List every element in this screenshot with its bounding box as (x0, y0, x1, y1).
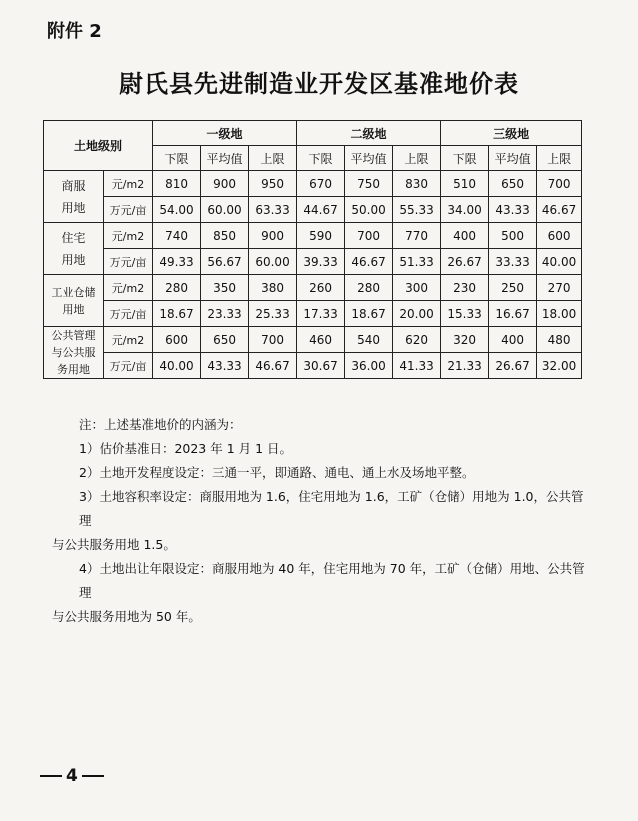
price-cell: 40.00 (537, 249, 582, 275)
subheader-upper: 上限 (393, 146, 441, 171)
corner-header: 土地级别 (44, 121, 153, 171)
price-cell: 280 (345, 275, 393, 301)
price-cell: 320 (441, 327, 489, 353)
land-category-line: 用地 (61, 252, 86, 267)
note-item: 4）土地出让年限设定：商服用地为 40 年，住宅用地为 70 年，工矿（仓储）用地、公共管理 (79, 561, 585, 600)
land-category-line: 工业仓储 (51, 285, 96, 299)
price-cell: 63.33 (249, 197, 297, 223)
price-cell: 18.67 (153, 301, 201, 327)
note-item-continuation: 与公共服务用地为 50 年。 (52, 609, 201, 624)
price-cell: 250 (489, 275, 537, 301)
price-cell: 18.67 (345, 301, 393, 327)
price-cell: 33.33 (489, 249, 537, 275)
unit-per-mu: 万元/亩 (104, 249, 153, 275)
table-row (44, 301, 582, 327)
price-cell: 380 (249, 275, 297, 301)
unit-per-m2: 元/m2 (104, 223, 153, 249)
table-row (44, 249, 582, 275)
price-cell: 44.67 (297, 197, 345, 223)
price-cell: 20.00 (393, 301, 441, 327)
price-cell: 26.67 (441, 249, 489, 275)
price-cell: 950 (249, 171, 297, 197)
subheader-average: 平均值 (345, 146, 393, 171)
price-cell: 540 (345, 327, 393, 353)
notes-section (52, 413, 592, 629)
price-cell: 46.67 (345, 249, 393, 275)
notes-intro: 注：上述基准地价的内涵为： (79, 417, 242, 432)
note-item: 1）估价基准日：2023 年 1 月 1 日。 (79, 441, 293, 456)
price-cell: 700 (345, 223, 393, 249)
price-cell: 34.00 (441, 197, 489, 223)
land-category-line: 用地 (61, 200, 86, 215)
price-cell: 670 (297, 171, 345, 197)
price-cell: 300 (393, 275, 441, 301)
price-cell: 750 (345, 171, 393, 197)
price-cell: 17.33 (297, 301, 345, 327)
note-item: 2）土地开发程度设定：三通一平，即通路、通电、通上水及场地平整。 (79, 465, 475, 480)
subheader-lower: 下限 (441, 146, 489, 171)
price-cell: 16.67 (489, 301, 537, 327)
subheader-upper: 上限 (537, 146, 582, 171)
unit-per-mu: 万元/亩 (104, 301, 153, 327)
level-header: 三级地 (441, 121, 582, 146)
price-cell: 620 (393, 327, 441, 353)
page-number (36, 766, 108, 786)
subheader-upper: 上限 (249, 146, 297, 171)
subheader-lower: 下限 (297, 146, 345, 171)
price-cell: 590 (297, 223, 345, 249)
price-cell: 32.00 (537, 353, 582, 379)
price-cell: 46.67 (537, 197, 582, 223)
unit-per-mu: 万元/亩 (104, 197, 153, 223)
price-cell: 280 (153, 275, 201, 301)
price-cell: 810 (153, 171, 201, 197)
land-category (44, 327, 104, 379)
price-cell: 600 (537, 223, 582, 249)
price-cell: 510 (441, 171, 489, 197)
land-category-line: 务用地 (57, 363, 90, 376)
price-cell: 49.33 (153, 249, 201, 275)
price-cell: 400 (489, 327, 537, 353)
land-category-line: 商服 (61, 178, 86, 193)
price-cell: 260 (297, 275, 345, 301)
page-number-value: 4 (66, 766, 78, 786)
price-cell: 230 (441, 275, 489, 301)
price-cell: 23.33 (201, 301, 249, 327)
price-cell: 480 (537, 327, 582, 353)
level-header: 一级地 (153, 121, 297, 146)
table-row (44, 171, 582, 197)
price-cell: 46.67 (249, 353, 297, 379)
price-cell: 55.33 (393, 197, 441, 223)
table-row (44, 327, 582, 353)
table-row (44, 197, 582, 223)
table-row (44, 275, 582, 301)
price-cell: 700 (249, 327, 297, 353)
price-cell: 30.67 (297, 353, 345, 379)
level-header: 二级地 (297, 121, 441, 146)
note-item: 3）土地容积率设定：商服用地为 1.6，住宅用地为 1.6，工矿（仓储）用地为 1.0，公共管理 (79, 489, 584, 528)
dash-left (40, 775, 62, 777)
document-title: 尉氏县先进制造业开发区基准地价表 (119, 70, 519, 98)
price-cell: 40.00 (153, 353, 201, 379)
price-cell: 25.33 (249, 301, 297, 327)
price-cell: 900 (201, 171, 249, 197)
subheader-average: 平均值 (201, 146, 249, 171)
unit-per-m2: 元/m2 (104, 327, 153, 353)
price-cell: 770 (393, 223, 441, 249)
subheader-lower: 下限 (153, 146, 201, 171)
price-cell: 460 (297, 327, 345, 353)
price-cell: 15.33 (441, 301, 489, 327)
price-cell: 41.33 (393, 353, 441, 379)
price-cell: 850 (201, 223, 249, 249)
note-item-continuation: 与公共服务用地 1.5。 (52, 537, 176, 552)
price-cell: 650 (489, 171, 537, 197)
price-cell: 43.33 (201, 353, 249, 379)
land-category (44, 223, 104, 275)
table-row (44, 353, 582, 379)
price-cell: 56.67 (201, 249, 249, 275)
unit-per-m2: 元/m2 (104, 171, 153, 197)
unit-per-mu: 万元/亩 (104, 353, 153, 379)
price-cell: 600 (153, 327, 201, 353)
land-category-line: 住宅 (61, 230, 86, 245)
unit-per-m2: 元/m2 (104, 275, 153, 301)
price-cell: 60.00 (249, 249, 297, 275)
price-cell: 900 (249, 223, 297, 249)
price-cell: 39.33 (297, 249, 345, 275)
price-cell: 21.33 (441, 353, 489, 379)
price-cell: 36.00 (345, 353, 393, 379)
benchmark-land-price-table (43, 120, 582, 379)
price-cell: 43.33 (489, 197, 537, 223)
land-category-line: 公共管理 (51, 329, 96, 342)
price-cell: 650 (201, 327, 249, 353)
land-category (44, 171, 104, 223)
price-cell: 350 (201, 275, 249, 301)
subheader-average: 平均值 (489, 146, 537, 171)
price-cell: 26.67 (489, 353, 537, 379)
dash-right (82, 775, 104, 777)
price-cell: 400 (441, 223, 489, 249)
price-cell: 830 (393, 171, 441, 197)
price-cell: 18.00 (537, 301, 582, 327)
price-cell: 60.00 (201, 197, 249, 223)
price-cell: 500 (489, 223, 537, 249)
attachment-label: 附件 2 (47, 21, 102, 42)
price-cell: 270 (537, 275, 582, 301)
table-body (44, 171, 582, 379)
price-cell: 50.00 (345, 197, 393, 223)
land-category-line: 与公共服 (51, 346, 96, 359)
land-category (44, 275, 104, 327)
land-category-line: 用地 (62, 302, 85, 316)
price-cell: 700 (537, 171, 582, 197)
price-cell: 740 (153, 223, 201, 249)
price-cell: 51.33 (393, 249, 441, 275)
table-row (44, 223, 582, 249)
price-cell: 54.00 (153, 197, 201, 223)
